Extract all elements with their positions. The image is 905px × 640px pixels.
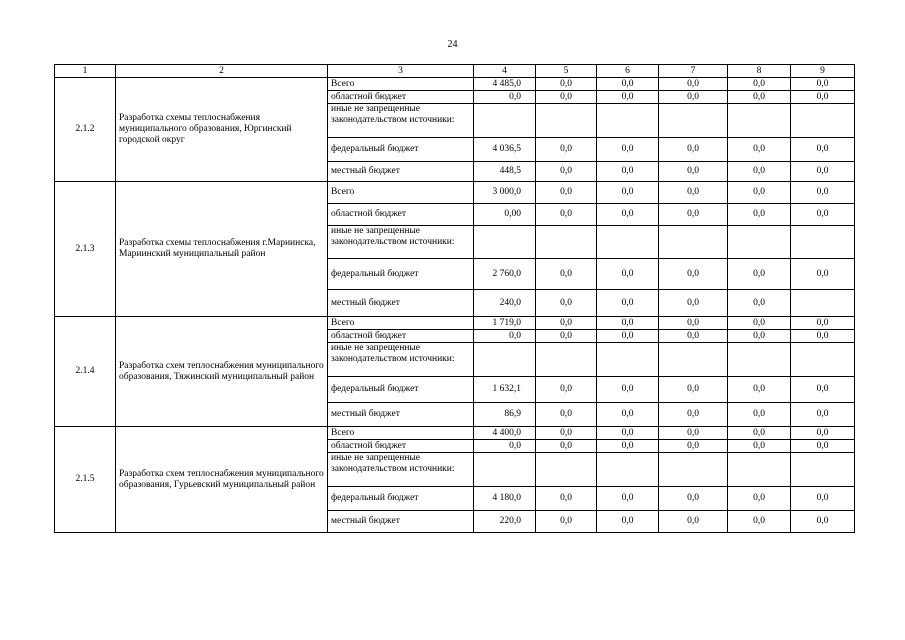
column-header: 5	[536, 65, 597, 78]
amount-cell: 4 485,0	[474, 78, 536, 91]
amount-cell: 0,0	[728, 290, 791, 317]
amount-cell: 0,0	[791, 182, 855, 204]
item-name: Разработка схем теплоснабжения муниципального образования, Тяжинский муниципальный район	[116, 317, 328, 427]
amount-cell: 0,0	[597, 259, 659, 290]
amount-cell	[791, 290, 855, 317]
amount-cell: 0,0	[536, 138, 597, 162]
column-header: 1	[55, 65, 116, 78]
amount-cell: 0,0	[659, 403, 728, 427]
amount-cell	[597, 343, 659, 377]
amount-cell: 0,0	[728, 78, 791, 91]
amount-cell	[659, 104, 728, 138]
funding-source: иные не запрещенные законодательством источники:	[328, 104, 474, 138]
amount-cell: 0,0	[659, 377, 728, 403]
item-code: 2.1.3	[55, 182, 116, 317]
amount-cell: 0,0	[791, 138, 855, 162]
amount-cell: 0,0	[536, 403, 597, 427]
table-row	[55, 182, 855, 204]
amount-cell: 0,0	[597, 204, 659, 226]
amount-cell	[536, 453, 597, 487]
amount-cell: 0,0	[536, 290, 597, 317]
column-header: 3	[328, 65, 474, 78]
column-header: 4	[474, 65, 536, 78]
column-header: 8	[728, 65, 791, 78]
amount-cell: 0,0	[536, 91, 597, 104]
amount-cell: 0,0	[597, 162, 659, 182]
funding-source: федеральный бюджет	[328, 487, 474, 511]
funding-source: местный бюджет	[328, 403, 474, 427]
funding-source: областной бюджет	[328, 440, 474, 453]
amount-cell	[597, 226, 659, 259]
amount-cell: 0,0	[597, 427, 659, 440]
amount-cell: 0,0	[536, 204, 597, 226]
funding-source: Всего	[328, 78, 474, 91]
amount-cell: 0,0	[597, 330, 659, 343]
amount-cell: 0,0	[728, 204, 791, 226]
amount-cell: 0,0	[791, 78, 855, 91]
amount-cell	[728, 453, 791, 487]
amount-cell: 0,0	[597, 377, 659, 403]
amount-cell: 0,0	[474, 440, 536, 453]
funding-source: областной бюджет	[328, 330, 474, 343]
amount-cell: 0,0	[659, 330, 728, 343]
amount-cell: 0,0	[791, 204, 855, 226]
amount-cell	[791, 226, 855, 259]
amount-cell: 0,0	[474, 330, 536, 343]
amount-cell: 0,0	[659, 440, 728, 453]
amount-cell: 220,0	[474, 511, 536, 533]
funding-source: федеральный бюджет	[328, 377, 474, 403]
amount-cell: 0,0	[791, 162, 855, 182]
amount-cell: 0,0	[791, 377, 855, 403]
amount-cell: 2 760,0	[474, 259, 536, 290]
funding-source: областной бюджет	[328, 204, 474, 226]
amount-cell: 0,0	[728, 487, 791, 511]
amount-cell: 0,0	[791, 427, 855, 440]
amount-cell: 0,0	[791, 403, 855, 427]
amount-cell: 0,0	[659, 427, 728, 440]
amount-cell: 1 632,1	[474, 377, 536, 403]
amount-cell: 0,00	[474, 204, 536, 226]
amount-cell: 3 000,0	[474, 182, 536, 204]
amount-cell: 0,0	[659, 259, 728, 290]
amount-cell: 0,0	[728, 427, 791, 440]
budget-table	[54, 64, 855, 533]
amount-cell: 0,0	[728, 330, 791, 343]
amount-cell: 0,0	[728, 259, 791, 290]
table-row	[55, 427, 855, 440]
amount-cell: 0,0	[536, 427, 597, 440]
amount-cell	[791, 104, 855, 138]
amount-cell: 0,0	[597, 487, 659, 511]
item-code: 2.1.5	[55, 427, 116, 533]
amount-cell	[536, 104, 597, 138]
amount-cell: 0,0	[597, 78, 659, 91]
amount-cell	[728, 343, 791, 377]
amount-cell: 0,0	[597, 511, 659, 533]
amount-cell: 0,0	[659, 204, 728, 226]
amount-cell	[791, 453, 855, 487]
amount-cell	[728, 104, 791, 138]
funding-source: Всего	[328, 427, 474, 440]
amount-cell: 4 400,0	[474, 427, 536, 440]
amount-cell	[536, 343, 597, 377]
funding-source: иные не запрещенные законодательством источники:	[328, 453, 474, 487]
funding-source: федеральный бюджет	[328, 259, 474, 290]
amount-cell	[597, 453, 659, 487]
funding-source: Всего	[328, 317, 474, 330]
column-header: 7	[659, 65, 728, 78]
amount-cell: 1 719,0	[474, 317, 536, 330]
amount-cell: 0,0	[728, 511, 791, 533]
amount-cell: 448,5	[474, 162, 536, 182]
amount-cell: 0,0	[791, 440, 855, 453]
column-header: 6	[597, 65, 659, 78]
amount-cell: 0,0	[728, 440, 791, 453]
amount-cell	[474, 104, 536, 138]
amount-cell	[536, 226, 597, 259]
amount-cell: 0,0	[728, 317, 791, 330]
amount-cell: 0,0	[597, 317, 659, 330]
funding-source: иные не запрещенные законодательством источники:	[328, 343, 474, 377]
amount-cell	[728, 226, 791, 259]
funding-source: федеральный бюджет	[328, 138, 474, 162]
amount-cell: 0,0	[597, 290, 659, 317]
amount-cell: 0,0	[659, 511, 728, 533]
amount-cell: 0,0	[536, 78, 597, 91]
amount-cell: 0,0	[536, 330, 597, 343]
amount-cell: 0,0	[791, 91, 855, 104]
amount-cell: 240,0	[474, 290, 536, 317]
amount-cell: 0,0	[659, 317, 728, 330]
amount-cell: 0,0	[728, 182, 791, 204]
amount-cell: 0,0	[791, 511, 855, 533]
amount-cell: 0,0	[597, 91, 659, 104]
table-row	[55, 78, 855, 91]
funding-source: местный бюджет	[328, 162, 474, 182]
amount-cell: 0,0	[659, 290, 728, 317]
amount-cell: 0,0	[659, 487, 728, 511]
amount-cell: 0,0	[597, 440, 659, 453]
amount-cell: 0,0	[728, 403, 791, 427]
amount-cell: 0,0	[728, 138, 791, 162]
item-name: Разработка схемы теплоснабжения г.Мариинска, Мариинский муниципальный район	[116, 182, 328, 317]
funding-source: местный бюджет	[328, 290, 474, 317]
amount-cell: 0,0	[791, 487, 855, 511]
header-row	[55, 65, 855, 78]
amount-cell: 0,0	[474, 91, 536, 104]
table-header	[55, 65, 855, 78]
funding-source: иные не запрещенные законодательством источники:	[328, 226, 474, 259]
amount-cell: 0,0	[597, 182, 659, 204]
item-name: Разработка схем теплоснабжения муниципального образования, Гурьевский муниципальный район	[116, 427, 328, 533]
amount-cell: 4 036,5	[474, 138, 536, 162]
amount-cell: 0,0	[536, 440, 597, 453]
page-number: 24	[447, 39, 458, 50]
column-header: 2	[116, 65, 328, 78]
amount-cell: 0,0	[659, 78, 728, 91]
amount-cell: 0,0	[597, 138, 659, 162]
amount-cell	[474, 343, 536, 377]
amount-cell: 0,0	[791, 317, 855, 330]
amount-cell: 0,0	[536, 511, 597, 533]
amount-cell: 0,0	[536, 162, 597, 182]
amount-cell	[659, 343, 728, 377]
item-code: 2.1.2	[55, 78, 116, 182]
amount-cell: 0,0	[728, 162, 791, 182]
amount-cell	[474, 453, 536, 487]
amount-cell	[597, 104, 659, 138]
funding-source: Всего	[328, 182, 474, 204]
item-name: Разработка схемы теплоснабжения муниципального образования, Юргинский городской округ	[116, 78, 328, 182]
amount-cell: 0,0	[791, 330, 855, 343]
amount-cell: 0,0	[659, 138, 728, 162]
item-code: 2.1.4	[55, 317, 116, 427]
amount-cell: 86,9	[474, 403, 536, 427]
amount-cell: 0,0	[659, 182, 728, 204]
table-body	[55, 78, 855, 533]
funding-source: местный бюджет	[328, 511, 474, 533]
amount-cell: 0,0	[791, 259, 855, 290]
amount-cell: 0,0	[536, 182, 597, 204]
amount-cell: 0,0	[536, 487, 597, 511]
funding-source: областной бюджет	[328, 91, 474, 104]
column-header: 9	[791, 65, 855, 78]
amount-cell: 0,0	[536, 377, 597, 403]
amount-cell	[659, 226, 728, 259]
amount-cell	[474, 226, 536, 259]
amount-cell: 0,0	[728, 91, 791, 104]
amount-cell	[659, 453, 728, 487]
table-row	[55, 317, 855, 330]
amount-cell: 0,0	[536, 317, 597, 330]
amount-cell	[791, 343, 855, 377]
amount-cell: 0,0	[728, 377, 791, 403]
amount-cell: 0,0	[536, 259, 597, 290]
amount-cell: 0,0	[659, 91, 728, 104]
amount-cell: 0,0	[659, 162, 728, 182]
amount-cell: 4 180,0	[474, 487, 536, 511]
amount-cell: 0,0	[597, 403, 659, 427]
